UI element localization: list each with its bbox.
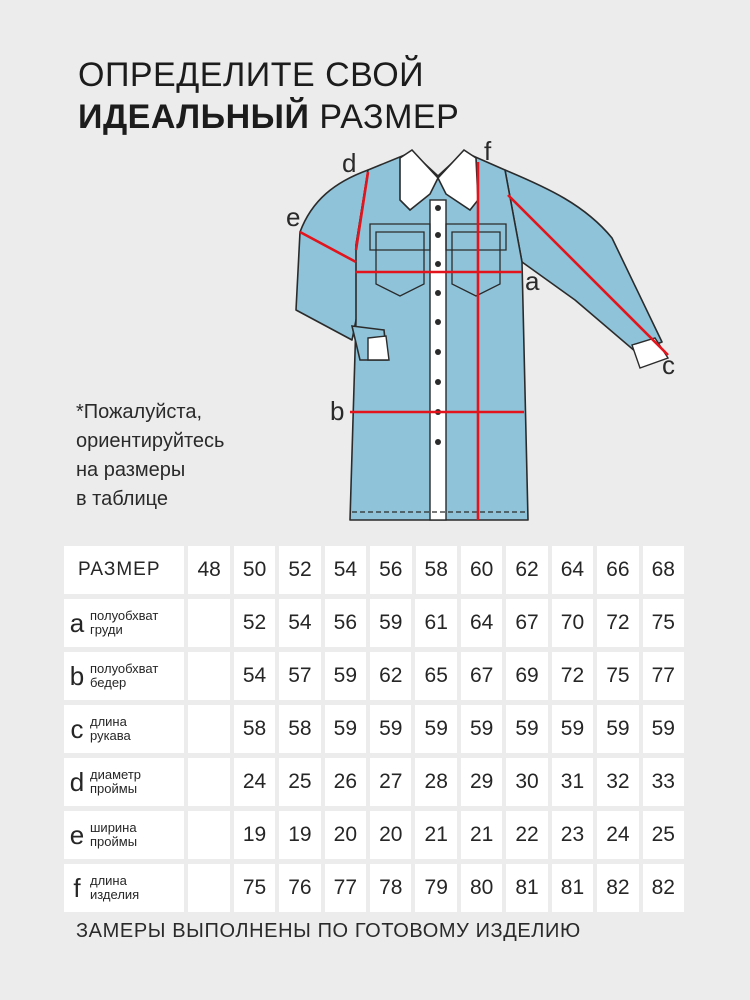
- table-cell: 81: [506, 864, 547, 912]
- table-cell: 24: [597, 811, 638, 859]
- header-size-62: 62: [506, 546, 547, 594]
- table-cell: 26: [325, 758, 366, 806]
- measure-label-f: f: [484, 136, 492, 166]
- table-cell: 72: [597, 599, 638, 647]
- table-header-row: [64, 546, 684, 594]
- table-row: [64, 599, 684, 647]
- header-size-48: 48: [188, 546, 229, 594]
- measure-label-a: a: [525, 266, 540, 296]
- table-cell: 25: [279, 758, 320, 806]
- table-cell: 58: [279, 705, 320, 753]
- row-label-cell: [64, 599, 184, 647]
- table-cell: 70: [552, 599, 593, 647]
- table-cell: 82: [643, 864, 684, 912]
- footer-note: ЗАМЕРЫ ВЫПОЛНЕНЫ ПО ГОТОВОМУ ИЗДЕЛИЮ: [76, 920, 581, 942]
- table-cell: 20: [370, 811, 411, 859]
- table-cell: [188, 758, 229, 806]
- table-cell: [188, 811, 229, 859]
- table-row: [64, 705, 684, 753]
- row-label-cell: [64, 864, 184, 912]
- table-cell: 59: [370, 599, 411, 647]
- table-cell: 75: [643, 599, 684, 647]
- table-cell: 52: [234, 599, 275, 647]
- table-cell: 59: [597, 705, 638, 753]
- row-letter: f: [73, 872, 81, 903]
- table-cell: 57: [279, 652, 320, 700]
- table-cell: 59: [325, 705, 366, 753]
- table-cell: 54: [279, 599, 320, 647]
- row-description-line-2: проймы: [90, 781, 138, 796]
- title-regular-word: РАЗМЕР: [319, 98, 460, 136]
- table-cell: 77: [325, 864, 366, 912]
- measure-label-d: d: [342, 148, 357, 178]
- row-description: [90, 821, 137, 849]
- table-row: [64, 864, 684, 912]
- table-cell: 27: [370, 758, 411, 806]
- table-cell: 29: [461, 758, 502, 806]
- table-body: [64, 599, 684, 912]
- row-description: [90, 662, 158, 690]
- table-cell: 75: [597, 652, 638, 700]
- header-size-58: 58: [416, 546, 457, 594]
- table-cell: 69: [506, 652, 547, 700]
- header-size-52: 52: [279, 546, 320, 594]
- table-cell: 67: [506, 599, 547, 647]
- table-cell: 78: [370, 864, 411, 912]
- header-size-50: 50: [234, 546, 275, 594]
- table-cell: 25: [643, 811, 684, 859]
- table-row: [64, 652, 684, 700]
- table-cell: 81: [552, 864, 593, 912]
- table-cell: 77: [643, 652, 684, 700]
- row-description-line-2: груди: [90, 622, 123, 637]
- header-size-label: РАЗМЕР: [64, 546, 184, 594]
- note-line-4: в таблице: [76, 488, 168, 510]
- table-cell: 32: [597, 758, 638, 806]
- row-letter: b: [69, 660, 85, 691]
- table-cell: 75: [234, 864, 275, 912]
- row-description-line-1: длина: [90, 873, 127, 888]
- row-description: [90, 874, 139, 902]
- table-cell: 28: [415, 758, 456, 806]
- table-cell: 64: [461, 599, 502, 647]
- row-letter: e: [69, 819, 85, 850]
- table-cell: 58: [234, 705, 275, 753]
- table-cell: 67: [461, 652, 502, 700]
- row-description-line-2: проймы: [90, 834, 138, 849]
- table-cell: [188, 652, 229, 700]
- shirt-illustration: [270, 136, 690, 535]
- table-cell: 61: [415, 599, 456, 647]
- row-letter: d: [69, 766, 85, 797]
- row-description-line-1: полуобхват: [90, 661, 159, 676]
- row-description-line-1: ширина: [90, 820, 137, 835]
- table-cell: 59: [370, 705, 411, 753]
- row-description: [90, 768, 141, 796]
- table-cell: 21: [415, 811, 456, 859]
- size-note: [76, 398, 224, 514]
- table-cell: [188, 599, 229, 647]
- row-description-line-2: бедер: [90, 675, 127, 690]
- table-cell: 24: [234, 758, 275, 806]
- measure-label-c: c: [662, 350, 675, 380]
- measure-label-e: e: [286, 202, 301, 232]
- table-cell: 20: [325, 811, 366, 859]
- table-cell: 79: [415, 864, 456, 912]
- row-label-cell: [64, 811, 184, 859]
- title-bold-word: ИДЕАЛЬНЫЙ: [78, 98, 310, 136]
- note-line-1: *Пожалуйста,: [76, 401, 203, 423]
- header-size-54: 54: [325, 546, 366, 594]
- table-cell: 59: [506, 705, 547, 753]
- header-size-66: 66: [597, 546, 638, 594]
- title-line-1: ОПРЕДЕЛИТЕ СВОЙ: [78, 56, 425, 94]
- table-cell: 59: [415, 705, 456, 753]
- row-description: [90, 715, 131, 743]
- note-line-3: на размеры: [76, 459, 186, 481]
- button-placket: [430, 200, 446, 520]
- row-letter: a: [69, 607, 85, 638]
- table-cell: [188, 864, 229, 912]
- table-cell: 65: [415, 652, 456, 700]
- row-description-line-2: изделия: [90, 887, 140, 902]
- table-cell: 59: [643, 705, 684, 753]
- page-title: [78, 54, 459, 138]
- table-cell: 82: [597, 864, 638, 912]
- table-cell: 19: [279, 811, 320, 859]
- table-cell: 30: [506, 758, 547, 806]
- row-label-cell: [64, 652, 184, 700]
- table-cell: 19: [234, 811, 275, 859]
- row-description-line-2: рукава: [90, 728, 131, 743]
- size-table: [64, 546, 684, 917]
- table-cell: 80: [461, 864, 502, 912]
- table-row: [64, 758, 684, 806]
- row-description-line-1: длина: [90, 714, 127, 729]
- header-size-56: 56: [370, 546, 411, 594]
- left-cuff-white: [368, 336, 389, 360]
- table-cell: 54: [234, 652, 275, 700]
- table-cell: 22: [506, 811, 547, 859]
- table-row: [64, 811, 684, 859]
- table-cell: 21: [461, 811, 502, 859]
- table-cell: 59: [552, 705, 593, 753]
- row-letter: c: [70, 713, 84, 744]
- table-cell: 76: [279, 864, 320, 912]
- table-cell: 23: [552, 811, 593, 859]
- table-cell: 59: [461, 705, 502, 753]
- row-description: [90, 609, 158, 637]
- table-cell: 33: [643, 758, 684, 806]
- title-line-2: [78, 96, 459, 138]
- table-cell: 56: [325, 599, 366, 647]
- measure-label-b: b: [330, 396, 345, 426]
- table-cell: 31: [552, 758, 593, 806]
- header-size-60: 60: [461, 546, 502, 594]
- table-cell: 59: [325, 652, 366, 700]
- note-line-2: ориентируйтесь: [76, 430, 225, 452]
- table-cell: 62: [370, 652, 411, 700]
- row-label-cell: [64, 705, 184, 753]
- row-description-line-1: диаметр: [90, 767, 141, 782]
- header-size-64: 64: [552, 546, 593, 594]
- table-cell: 72: [552, 652, 593, 700]
- header-size-68: 68: [643, 546, 684, 594]
- row-label-cell: [64, 758, 184, 806]
- row-description-line-1: полуобхват: [90, 608, 159, 623]
- table-cell: [188, 705, 229, 753]
